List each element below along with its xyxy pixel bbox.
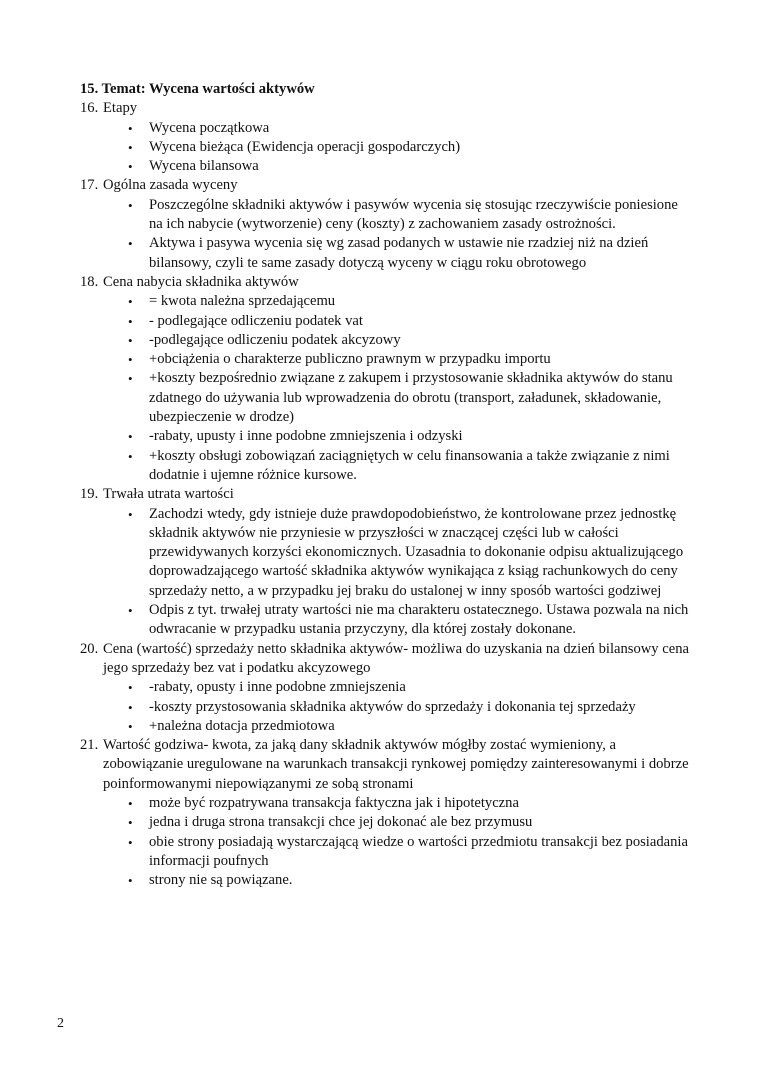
section-item bbox=[80, 485, 690, 504]
bullet-icon: • bbox=[128, 815, 133, 831]
list-item-text: Wycena początkowa bbox=[149, 119, 270, 136]
list-item-text: może być rozpatrywana transakcja faktyczna jak i hipotetyczna bbox=[149, 794, 519, 811]
list-item bbox=[80, 678, 690, 697]
section-number: 21. bbox=[80, 737, 99, 754]
section-heading: 15. Temat: Wycena wartości aktywów bbox=[80, 81, 315, 97]
list-item bbox=[80, 234, 690, 273]
list-item-text: - podlegające odliczeniu podatek vat bbox=[149, 312, 363, 329]
list-item-text: = kwota należna sprzedającemu bbox=[149, 293, 336, 310]
list-item bbox=[80, 292, 690, 311]
list-item-text: -podlegające odliczeniu podatek akcyzowy bbox=[149, 331, 401, 348]
list-item-text: +należna dotacja przedmiotowa bbox=[149, 717, 335, 734]
list-item bbox=[80, 794, 690, 813]
list-item bbox=[80, 871, 690, 890]
list-item-text: +koszty obsługi zobowiązań zaciągniętych w celu finansowania a także związanie z nimi dodatnie i ujemne różnice kursowe. bbox=[149, 447, 670, 483]
bullet-icon: • bbox=[128, 506, 133, 522]
section-item bbox=[80, 273, 690, 292]
section-item bbox=[80, 640, 690, 679]
list-item bbox=[80, 331, 690, 350]
list-item bbox=[80, 312, 690, 331]
list-item-text: Aktywa i pasywa wycenia się wg zasad podanych w ustawie nie rzadziej niż na dzień bilansowy, czyli te same zasady dotyczą wyceny w ciągu roku obrotowego bbox=[149, 235, 649, 271]
list-item bbox=[80, 698, 690, 717]
bullet-icon: • bbox=[128, 236, 133, 252]
bullet-icon: • bbox=[128, 197, 133, 213]
list-item bbox=[80, 601, 690, 640]
section-title: Cena nabycia składnika aktywów bbox=[103, 273, 299, 290]
bullet-list bbox=[80, 678, 690, 736]
section-item bbox=[80, 99, 690, 118]
section-item bbox=[80, 176, 690, 195]
list-item-text: strony nie są powiązane. bbox=[149, 872, 293, 889]
list-item bbox=[80, 813, 690, 832]
section-list bbox=[80, 99, 690, 890]
list-item-text: Odpis z tyt. trwałej utraty wartości nie ma charakteru ostatecznego. Ustawa pozwala na nich odwracanie w przypadku ustania przyczyny, dla której zostały dokonane. bbox=[149, 602, 689, 638]
list-item-text: jedna i druga strona transakcji chce jej dokonać ale bez przymusu bbox=[149, 814, 533, 831]
bullet-list bbox=[80, 119, 690, 177]
bullet-icon: • bbox=[128, 834, 133, 850]
list-item bbox=[80, 350, 690, 369]
section-item bbox=[80, 736, 690, 794]
bullet-icon: • bbox=[128, 873, 133, 889]
section-number: 20. bbox=[80, 640, 99, 657]
section-number: 16. bbox=[80, 100, 99, 117]
list-item-text: Wycena bilansowa bbox=[149, 158, 259, 175]
bullet-icon: • bbox=[128, 603, 133, 619]
bullet-list bbox=[80, 292, 690, 485]
section-title: Trwała utrata wartości bbox=[103, 486, 234, 503]
section-number: 17. bbox=[80, 177, 99, 194]
document-content bbox=[80, 80, 690, 890]
page-number: 2 bbox=[57, 1016, 64, 1031]
bullet-icon: • bbox=[128, 795, 133, 811]
bullet-icon: • bbox=[128, 120, 133, 136]
section-title: Wartość godziwa- kwota, za jaką dany składnik aktywów mógłby zostać wymieniony, a zobowiązanie uregulowane na warunkach transakcji rynkowej pomiędzy zainteresowanymi i dobrze poinformowanymi niepowiązanymi ze sobą stronami bbox=[103, 737, 689, 792]
bullet-icon: • bbox=[128, 371, 133, 387]
list-item bbox=[80, 427, 690, 446]
bullet-icon: • bbox=[128, 448, 133, 464]
bullet-list bbox=[80, 505, 690, 640]
bullet-icon: • bbox=[128, 429, 133, 445]
list-item-text: Poszczególne składniki aktywów i pasywów wycenia się stosując rzeczywiście poniesione na ich nabycie (wytworzenie) ceny (koszty) z zachowaniem zasady ostrożności. bbox=[149, 196, 678, 233]
list-item-text: Wycena bieżąca (Ewidencja operacji gospodarczych) bbox=[149, 138, 461, 155]
list-item-text: obie strony posiadają wystarczającą wiedze o wartości przedmiotu transakcji bez posiadania informacji poufnych bbox=[149, 833, 688, 869]
list-item-text: +obciążenia o charakterze publiczno prawnym w przypadku importu bbox=[149, 351, 551, 368]
list-item bbox=[80, 505, 690, 601]
bullet-icon: • bbox=[128, 139, 133, 155]
bullet-icon: • bbox=[128, 718, 133, 734]
section-number: 18. bbox=[80, 273, 99, 290]
bullet-icon: • bbox=[128, 332, 133, 348]
list-item bbox=[80, 119, 690, 138]
list-item bbox=[80, 196, 690, 235]
section-title: Etapy bbox=[103, 100, 138, 117]
section-title: Cena (wartość) sprzedaży netto składnika aktywów- możliwa do uzyskania na dzień bilansowy cena jego sprzedaży bez vat i podatku akcyzowego bbox=[103, 640, 689, 676]
bullet-icon: • bbox=[128, 680, 133, 696]
list-item-text: -rabaty, opusty i inne podobne zmniejszenia bbox=[149, 679, 406, 696]
bullet-icon: • bbox=[128, 313, 133, 329]
list-item bbox=[80, 369, 690, 427]
bullet-icon: • bbox=[128, 159, 133, 175]
list-item bbox=[80, 717, 690, 736]
list-item bbox=[80, 157, 690, 176]
list-item bbox=[80, 138, 690, 157]
section-title: Ogólna zasada wyceny bbox=[103, 177, 238, 194]
bullet-list bbox=[80, 196, 690, 273]
list-item-text: -rabaty, upusty i inne podobne zmniejszenia i odzyski bbox=[149, 428, 463, 445]
list-item-text: Zachodzi wtedy, gdy istnieje duże prawdopodobieństwo, że kontrolowane przez jednostkę składnik aktywów nie przyniesie w przyszłości w znaczącej części lub w całości przewidywanych korzyści ekonomicznych. Uzasadnia to dokonanie odpisu aktualizującego doprowadzającego wartość składnika aktywów wynikająca z ksiąg rachunkowych do ceny sprzedaży netto, a w przypadku jej braku do ustalonej w inny sposób wartości godziwej bbox=[149, 505, 684, 599]
section-number: 19. bbox=[80, 486, 99, 503]
list-item bbox=[80, 447, 690, 486]
bullet-list bbox=[80, 794, 690, 890]
bullet-icon: • bbox=[128, 699, 133, 715]
bullet-icon: • bbox=[128, 352, 133, 368]
list-item-text: +koszty bezpośrednio związane z zakupem i przystosowanie składnika aktywów do stanu zdatnego do używania lub wprowadzenia do obrotu (transport, załadunek, składowanie, ubezpieczenie w drodze) bbox=[149, 370, 673, 426]
bullet-icon: • bbox=[128, 294, 133, 310]
list-item-text: -koszty przystosowania składnika aktywów do sprzedaży i dokonania tej sprzedaży bbox=[149, 698, 636, 715]
list-item bbox=[80, 833, 690, 872]
